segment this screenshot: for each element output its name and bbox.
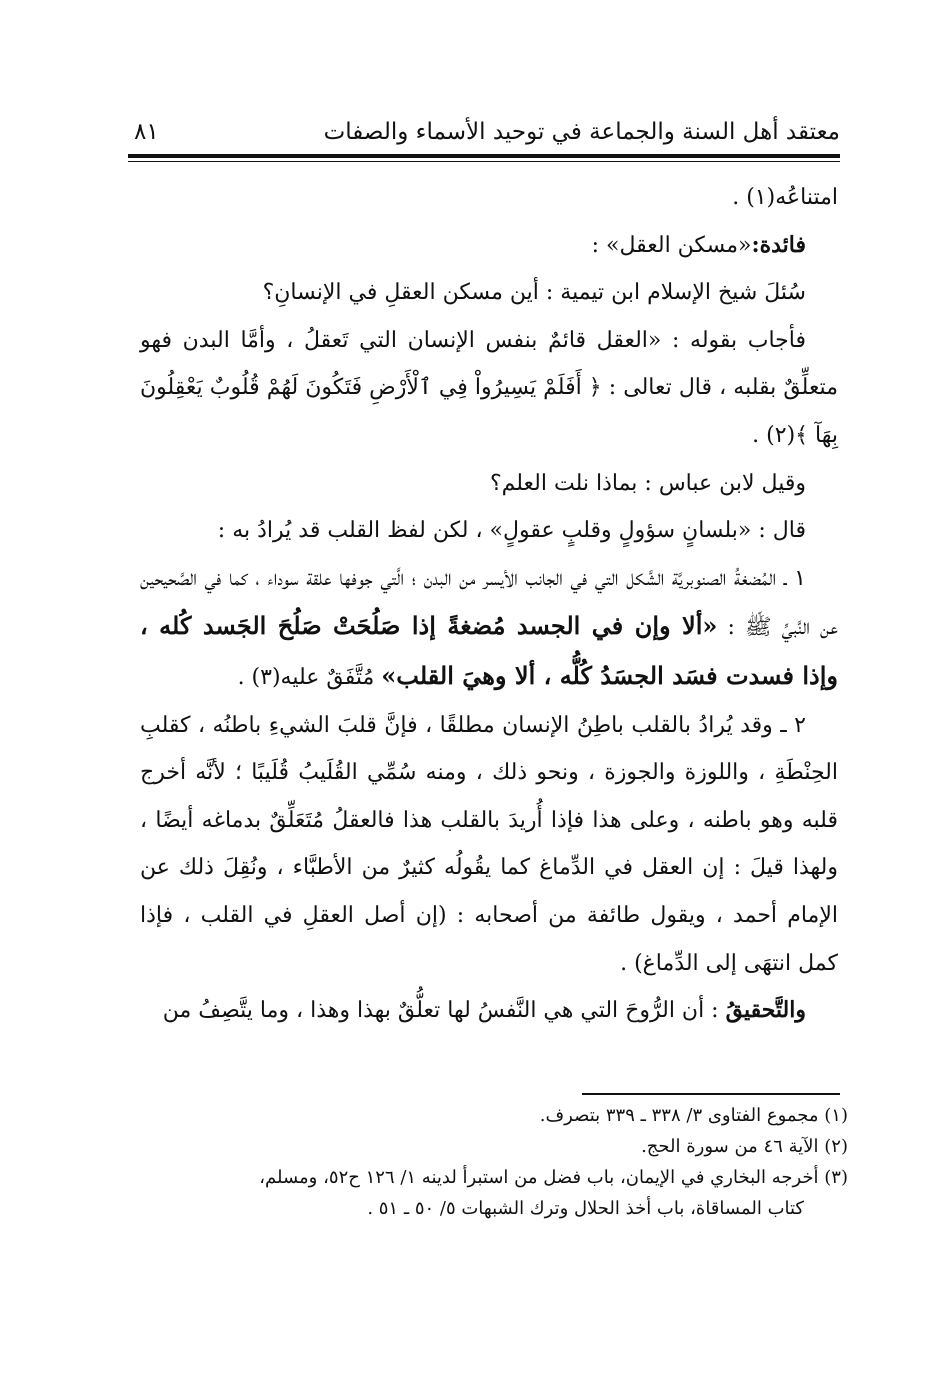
tahqiq-label: والتَّحقيقُ <box>725 997 806 1024</box>
header-rule-thin <box>128 161 840 162</box>
header-rule <box>128 154 840 158</box>
paragraph-7-start: ١ ـ المُضغةُ الصنوبريَّة الشَّكل التي في الجانب الأيسر من البدن ؛ الَّتي جوفها علقة سوداء ، كما في الصَّحيحين عن النَّبيِّ ﷺ : <box>140 565 838 641</box>
paragraph-9 <box>140 987 838 1035</box>
benefit-label: فائدة: <box>751 231 806 258</box>
footnote-rule <box>582 1093 840 1095</box>
main-text <box>140 174 838 1035</box>
paragraph-1: امتناعُه(١) . <box>732 185 838 210</box>
benefit-title: «مسكن العقل» : <box>591 232 752 258</box>
paragraph-2 <box>140 222 838 270</box>
footnote-2: (٢) الآية ٤٦ من سورة الحج. <box>641 1136 848 1157</box>
paragraph-7-end: مُتَّفَقٌ عليه(٣) . <box>237 664 382 690</box>
paragraph-7 <box>140 555 838 702</box>
page-header <box>128 112 840 156</box>
paragraph-6: قال : «بلسانٍ سؤولٍ وقلبٍ عقولٍ» ، لكن لفظ القلب قد يُرادُ به : <box>217 518 806 544</box>
footnote-3-continued: كتاب المساقاة، باب أخذ الحلال وترك الشبهات ٥/ ٥٠ ـ ٥١ . <box>367 1198 804 1219</box>
footnote-3: (٣) أخرجه البخاري في الإيمان، باب فضل من استبرأ لدينه ١/ ١٢٦ ح٥٢، ومسلم، <box>259 1167 848 1188</box>
paragraph-5: وقيل لابن عباس : بماذا نلت العلم؟ <box>489 470 806 496</box>
paragraph-4: فأجاب بقوله : «العقل قائمٌ بنفس الإنسان التي تَعقلُ ، وأمَّا البدن فهو متعلِّقٌ بقلبه ، قال تعالى : ﴿ أَفَلَمْ يَسِيرُواْ فِي ٱلْأَرْضِ فَتَكُونَ لَهُمْ قُلُوبٌ يَعْقِلُونَ بِهَآ ﴾(٢) . <box>140 327 838 448</box>
footnotes <box>140 1100 848 1224</box>
hadith-quote: «ألا وإن في الجسد مُضغةً إذا صَلُحَتْ صَلُحَ الجَسد كُله ، وإذا فسدت فسَد الجسَدُ كُلُّه ، ألا وهيَ القلب» <box>140 611 838 690</box>
paragraph-8: ٢ ـ وقد يُرادُ بالقلب باطِنُ الإنسان مطلقًا ، فإنَّ قلبَ الشيءِ باطنُه ، كقلبِ الحِنْطَةِ ، واللوزة والجوزة ، ونحو ذلك ، ومنه سُمِّي القُلَيبُ قُلَيبًا ؛ لأنَّه أخرج قلبه وهو باطنه ، وعلى هذا فإذا أُريدَ بالقلب هذا فالعقلُ مُتَعَلِّقٌ بدماغه أيضًا ، ولهذا قيلَ : إن العقل في الدِّماغ كما يقُولُه كثيرٌ من الأطبَّاء ، ونُقِلَ ذلك عن الإمام أحمد ، ويقول طائفة من أصحابه : (إن أصل العقلِ في القلب ، فإذا كمل انتهَى إلى الدِّماغ) . <box>140 712 838 976</box>
footnote-1: (١) مجموع الفتاوى ٣/ ٣٣٨ ـ ٣٣٩ بتصرف. <box>539 1105 848 1126</box>
paragraph-9-text: : أن الرُّوحَ التي هي النَّفسُ لها تعلُّقٌ بهذا وهذا ، وما يتَّصِفُ من <box>162 998 726 1024</box>
paragraph-3: سُئلَ شيخ الإسلام ابن تيمية : أين مسكن العقلِ في الإنسانِ؟ <box>262 280 806 306</box>
page-number: ٨١ <box>134 119 159 145</box>
running-title: معتقد أهل السنة والجماعة في توحيد الأسماء والصفات <box>323 119 840 145</box>
